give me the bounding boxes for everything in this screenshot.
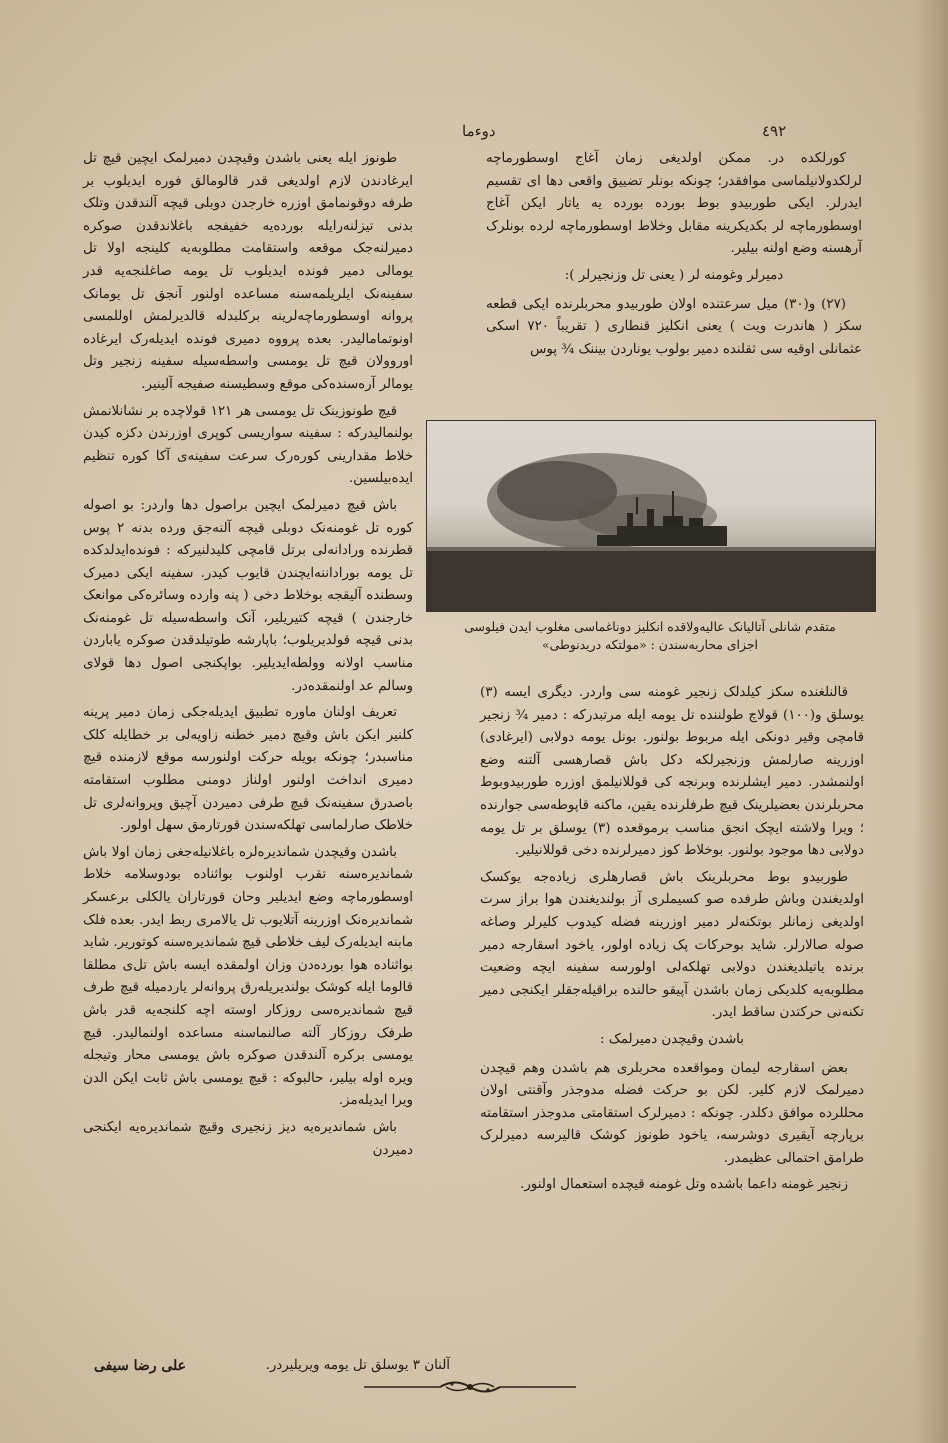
- right-column-bottom: [480, 682, 864, 1201]
- battleship-photo: [426, 420, 876, 612]
- author-signature: علی رضا سیفی: [94, 1358, 187, 1374]
- paragraph: قیچ طونوزینک تل یومسی هر ۱۲۱ قولاچده بر نشانلانمش بولنمالیدرکه : سفینه سواریسی کوپری اوزرندن دکزه کیدن خلاط مقدارینی کوره‌رک سرعت سفینه‌ی آکا کوره تنظیم ایده‌بیلسین.: [83, 403, 413, 487]
- caption-line: اجزای محاربه‌سندن : «مولتکه دریدنوطی»: [542, 637, 758, 652]
- right-column-top: [486, 148, 862, 365]
- decorative-ornament: [360, 1378, 580, 1396]
- paragraph: قالنلغنده سکز کیلدلک زنجیر غومنه سی واردر. دیگری ایسه (۳) یوسلق و(۱۰۰) قولاچ طولننده تل یومه ایله مرتبدرکه : دمیر ¾ زنجیر قامچی وقیر دونکی ایله مربوط بولنور. بونل یومه دولابی (ایرغادی) اوزرینه صارلمش وزنجیرلکه دکل باش قصارهسی آلتنه وضع اولنمشدر. دمیر ایشلرنده وبرنجه کی قوللانیلمق اوزره طوربیدوبوط محربلرندن بعضیلرینک قیچ طرفلرنده یقین، ماکنه قاپوطه‌سی جوارنده ؛ ویرا ولاشته ایچک انجق مناسب برموقعده (۳) یوسلق بر تل یومه دولابی دها موجود بولنور. بوخلاط کوز دمیرلرنده دخی قوللانیلیر.: [480, 685, 864, 859]
- battleship-illustration: [427, 421, 875, 611]
- page-edge-shadow: [914, 0, 948, 1443]
- paragraph: طونوز ایله یعنی باشدن وقیچدن دمیرلمک ایچین قیچ تل ایرغادندن لازم اولدیغی قدر قالومالق فوره ایدیلوب بر طرفه دوقونمامق اوزره خارجدن دوبلی قیچه آلندقدن وتلک بدنی تیزلنه‌رایله بورده‌یه خفیفجه باغلاندقدن صوکره دمیرلنه‌جک موقعه واستقامت مطلوبه‌یه کلینجه اولا تل یومالی دمیر فونده ایدیلوب تل یومه صاغلنجه‌یه قدر سفینه‌نک ایلریلمه‌سنه مساعده اولنور آنجق تل یومانک پروانه اوسطورماچه‌لرینه برکلبدله قالدیرلمش اوللمسی اونوتمامالیدر. بعده پرووه دمیری فونده ایدیله‌رک ایرغاده اوروولان قیچ تل یومسی واسطه‌سیله سفینه زنجیر وتل یومالر آره‌سنده‌کی موقع وسطیسنه صفیجه آلینیر.: [83, 151, 413, 392]
- left-column: [83, 148, 413, 1166]
- closing-line: آلنان ۳ یوسلق تل یومه ویریلیردر.: [265, 1358, 450, 1373]
- page-number: ٤٩٢: [762, 122, 787, 140]
- paragraph: زنجیر غومنه داعما باشده وتل غومنه قیچده استعمال اولنور.: [520, 1177, 848, 1193]
- paragraph: طوربیدو بوط محربلرینک باش قصارهلری زیاده‌جه یوکسک اولدیغندن وباش طرفده صو کسیملری آز بولندیغندن هوا براز سرت اولدیغی زمانلر بوتکنه‌لر دمیر اوزرینه فضله کیدوب کلیرلر وصاغه صوله صالارلر. شاید بوحرکات پک زیاده اولور، یاخود اسقارجه دمیر برنده یاتیلدیغندن دولابی تهلکه‌لی اولورسه سفینه ایچه وضعیت مطلوبه‌یه کلدیکی زمان باشدن آپیقو حالنده براقیله‌جقلر ایکنجی دمیر تکنه‌نی حرکتدن ساقط ایدر.: [480, 869, 864, 1021]
- paragraph: باش قیچ دمیرلمک ایچین براصول دها واردر: بو اصوله کوره تل غومنه‌نک دوبلی قیچه آلنه‌جق ورده بدنه ۲ پوس قطرنده ورادانه‌لی برتل قامچی کلیدلنیرکه : فونده‌ایدلدکده تل یومه بوراداننه‌ایچندن قایوب کیدر. سفینه ایکی دمیرک وسطنده آلیقجه بوخلاط دخی ( پنه وارده‌ وسائره‌کی موانعک خارجندن ) قیچه کتیریلیر، آنک واسطه‌سیله تل غومنه‌نک بدنی قیچه قولدیریلوب؛ باپارشه طوتیلدقدن صوکره یاباردن مناسب اولانه وولطه‌ایدیلیر. بواپکنجی اصول دها قولای وسالم عد اولنمقده‌در.: [83, 497, 413, 694]
- paragraph: تعریف اولنان ماوره تطبیق ایدیله‌جکی زمان دمیر پرینه کلنیر ایکن باش وقیچ دمیر خطنه زاویه‌لی بر خطایله کلک مناسبدر؛ چونکه بویله حرکت اولنورسه موقع لازمنده قیچ دمیری انداخت اولنور اولناز دومنی مطلوب استقامته باصدرق سفینه‌نک قیچ طرفی دمیردن آچیق وپروانه‌لری تل خلاطک صارلماسی تهلکه‌سندن قورتارمق سهل اولور.: [83, 705, 413, 834]
- section-heading: دمیرلر وغومنه لر ( یعنی تل وزنجیرلر ):: [564, 267, 784, 283]
- section-heading: باشدن وقیچدن دمیرلمک :: [600, 1031, 744, 1047]
- paragraph: (۲۷) و(۳۰) میل سرعتنده اولان طوربیدو محربلرنده ایکی قطعه سکز ( هاندرت ویت ) یعنی انکلیز قنطاری ( تقریباً ۷۲۰ اسکی عثمانلی اوقیه سی ثقلنده دمیر بولوب یوناردن بیننک ¾ پوس: [486, 296, 862, 357]
- paragraph: باشدن وقیچدن شماندیره‌لره باغلانیله‌جغی زمان اولا باش شماندیره‌سنه تقرب اولنوب بواثناده بودوسلامه خلاط اوسطورماچه وضع ایدیلیر وحان قورتاران یالکلی برعسکر شماندیره‌نک اوزرینه آتلایوب تل یالامری ربط ایدر. بعده فلک مابنه ایدیله‌رک لیف خلاطی قیچ شماندیره‌سنه کوتوریر. شاید بواثناده هوا بورده‌دن وزان اولمقده ایسه باش تل‌ی مطلقا قالوما ایله کوشک بولندیریله‌رق پروانه‌لر یاردمیله قیچ طرف قیچ شماندیره‌سی روزکار اوسته اچه کلنجه‌یه قدر باش طرفک روزکار آلته صالنماسنه مساعده اولنمالیدر. قیچ یومسی برکره آلندقدن صوکره باش یومسی محار وتیجله ویره اوله بیلیر، حالبوکه : قیچ یومسی باش ثابت ایکن الدن ویرا ایدیله‌مز.: [83, 844, 413, 1109]
- paragraph: باش شماندیره‌یه دیز زنجیری وقیچ شماندیره‌یه ایکنجی دمیردن: [83, 1119, 413, 1158]
- photo-caption: [428, 618, 872, 654]
- paragraph: کورلکده در. ممکن اولدیغی زمان آغاج اوسطورماچه لرلکدولانیلماسی موافقدر؛ چونکه بونلر تضییق واقعی دها ای تقسیم ایدرلر. ایکی طوربیدو بوط بورده بورده یه یاتار ایکن آغاج اوسطورماچه لر بکدیکرینه مقابل وخلاط اوسطورماچه لرده بونلرک آرهسنه وضع اولنه بیلیر.: [486, 151, 862, 257]
- paragraph: بعض اسقارجه لیمان ومواقعده محربلری هم باشدن وهم قیچدن دمیرلمک لازم کلیر. لکن بو حرکت فضله مدوجذر وآقنتی اولان محللرده موافق دکلدر. چونکه : دمیرلرک استقامتی مدوجذر استقامته برپارچه آیقیری دوشرسه، یاخود طونوز کوشک قالیرسه دمیرلرک طرامق احتمالی عظیمدر.: [480, 1060, 864, 1166]
- caption-line: متقدم شانلی آتالیانک عالیه‌ولاقده انکلیز دوناغماسی مغلوب ایدن فیلوسی: [464, 619, 836, 634]
- running-title: دوءما: [462, 122, 496, 140]
